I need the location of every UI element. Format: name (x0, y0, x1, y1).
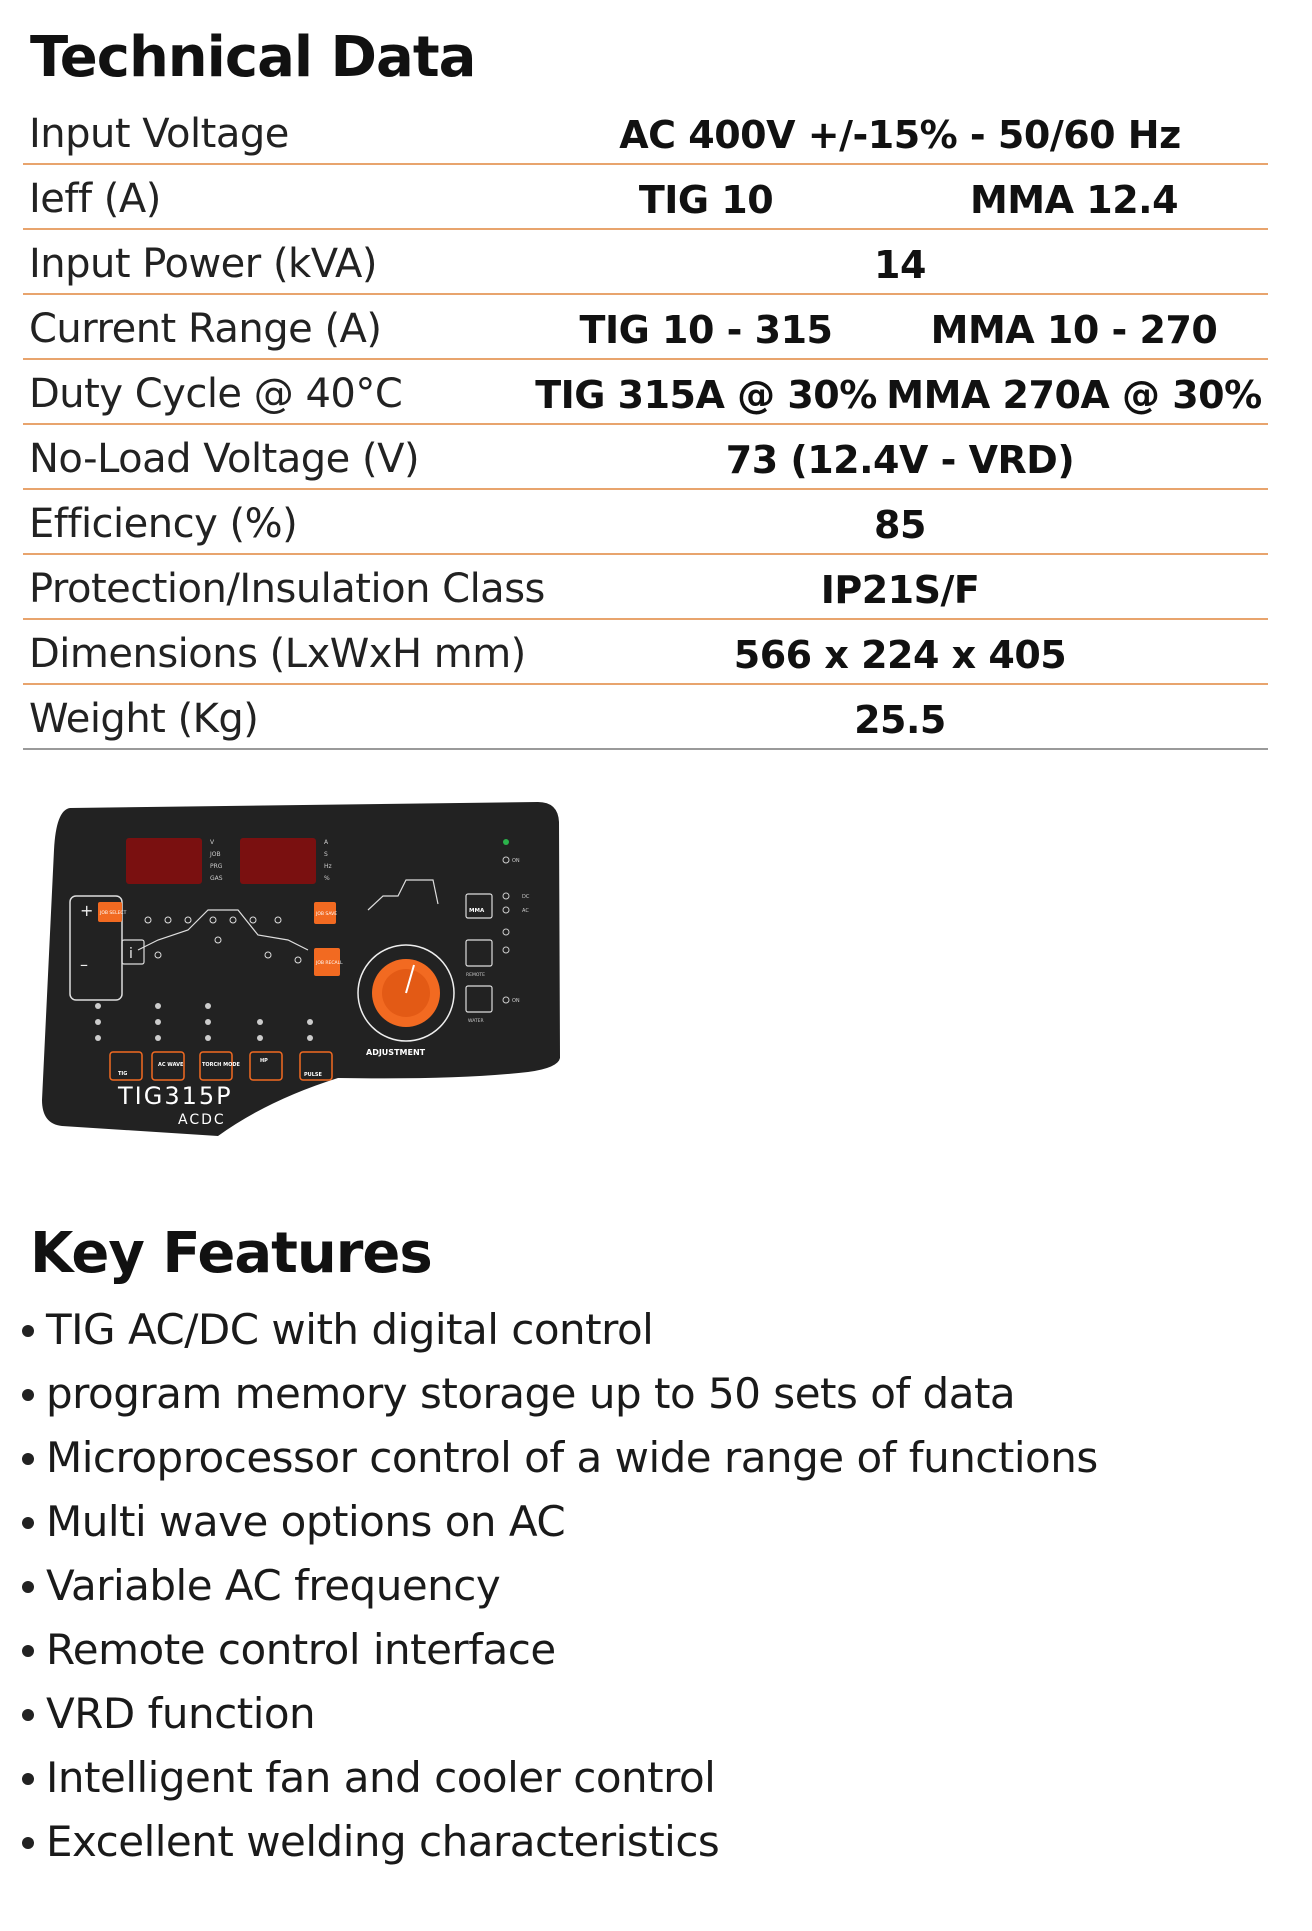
unit-label: JOB (210, 851, 221, 858)
list-item (22, 1753, 1098, 1817)
dc-label: DC (522, 894, 530, 900)
ac-wave-label: AC WAVE (158, 1062, 184, 1068)
spec-value-mma: MMA 12.4 (969, 178, 1179, 222)
spec-label: Efficiency (%) (29, 501, 298, 547)
bullet-icon (22, 1389, 34, 1401)
pulse-label: PULSE (304, 1072, 322, 1078)
spec-label: Input Power (kVA) (29, 241, 377, 287)
spec-value-tig: TIG 10 - 315 (579, 308, 833, 352)
torch-mode-label: TORCH MODE (202, 1062, 240, 1068)
spec-row-protection-class (23, 555, 1268, 620)
left-display (126, 838, 202, 884)
bullet-icon (22, 1837, 34, 1849)
feature-text: Multi wave options on AC (46, 1497, 566, 1546)
bullet-icon (22, 1645, 34, 1657)
model-name: TIG315P (118, 1082, 233, 1110)
list-item (22, 1369, 1098, 1433)
feature-text: Remote control interface (46, 1625, 556, 1674)
feature-text: Intelligent fan and cooler control (46, 1753, 716, 1802)
adjustment-label: ADJUSTMENT (366, 1048, 426, 1057)
bullet-icon (22, 1581, 34, 1593)
technical-data-title: Technical Data (30, 25, 476, 90)
job-recall-label: JOB RECALL (316, 961, 343, 966)
spec-label: Dimensions (LxWxH mm) (29, 631, 526, 677)
spec-value-mma: MMA 10 - 270 (930, 308, 1218, 352)
job-save-label: JOB SAVE (316, 912, 338, 917)
spec-value: AC 400V +/-15% - 50/60 Hz (619, 113, 1181, 157)
spec-label: No-Load Voltage (V) (29, 436, 420, 482)
bullet-icon (22, 1709, 34, 1721)
features-list (22, 1305, 1098, 1881)
list-item (22, 1817, 1098, 1881)
on-label: ON (512, 858, 520, 864)
spec-row-current-range (23, 295, 1268, 360)
spec-row-duty-cycle (23, 360, 1268, 425)
hp-label: HP (260, 1058, 268, 1064)
spec-value: 566 x 224 x 405 (733, 633, 1067, 677)
feature-text: Microprocessor control of a wide range of functions (46, 1433, 1098, 1482)
spec-row-weight (23, 685, 1268, 750)
spec-value: IP21S/F (820, 568, 980, 612)
ac-label: AC (522, 908, 529, 914)
spec-label: Protection/Insulation Class (29, 566, 545, 612)
spec-label: Duty Cycle @ 40°C (29, 371, 403, 417)
job-select-label: JOB SELECT (100, 911, 127, 916)
feature-text: Excellent welding characteristics (46, 1817, 720, 1866)
spec-value: 73 (12.4V - VRD) (725, 438, 1075, 482)
info-icon: i (129, 946, 133, 962)
spec-row-input-power (23, 230, 1268, 295)
bullet-icon (22, 1453, 34, 1465)
list-item (22, 1689, 1098, 1753)
spec-value-tig: TIG 10 (638, 178, 774, 222)
unit-label: PRG (210, 863, 223, 870)
spec-row-input-voltage (23, 100, 1268, 165)
spec-row-no-load-voltage (23, 425, 1268, 490)
unit-label: A (324, 839, 329, 846)
spec-value: 14 (874, 243, 926, 287)
plus-icon: + (80, 901, 94, 920)
feature-text: TIG AC/DC with digital control (46, 1305, 654, 1354)
list-item (22, 1305, 1098, 1369)
unit-label: Hz (324, 863, 332, 870)
unit-label: % (324, 875, 330, 882)
right-display (240, 838, 316, 884)
bullet-icon (22, 1517, 34, 1529)
spec-row-dimensions (23, 620, 1268, 685)
list-item (22, 1497, 1098, 1561)
bullet-icon (22, 1325, 34, 1337)
mma-label: MMA (469, 908, 485, 914)
spec-row-efficiency (23, 490, 1268, 555)
spec-value-mma: MMA 270A @ 30% (886, 373, 1262, 417)
spec-row-ieff (23, 165, 1268, 230)
spec-value: 25.5 (854, 698, 946, 742)
list-item (22, 1625, 1098, 1689)
list-item (22, 1433, 1098, 1497)
spec-label: Input Voltage (29, 111, 289, 157)
water-label: WATER (468, 1019, 484, 1024)
feature-text: program memory storage up to 50 sets of data (46, 1369, 1016, 1418)
unit-label: V (210, 839, 215, 846)
spec-value: 85 (874, 503, 926, 547)
feature-text: VRD function (46, 1689, 316, 1738)
spec-value-tig: TIG 315A @ 30% (535, 373, 877, 417)
vrd-led (503, 839, 509, 845)
list-item (22, 1561, 1098, 1625)
key-features-title: Key Features (30, 1221, 432, 1286)
spec-table (23, 100, 1268, 750)
unit-label: GAS (210, 875, 223, 882)
feature-text: Variable AC frequency (46, 1561, 501, 1610)
unit-label: S (324, 851, 328, 858)
minus-icon: – (80, 955, 88, 974)
spec-label: Weight (Kg) (29, 696, 259, 742)
remote-label: REMOTE (466, 973, 485, 978)
spec-label: Current Range (A) (29, 306, 382, 352)
model-variant: ACDC (178, 1112, 226, 1128)
control-panel-image (38, 800, 562, 1152)
on-label: ON (512, 998, 520, 1004)
spec-label: Ieff (A) (29, 176, 161, 222)
bullet-icon (22, 1773, 34, 1785)
tig-label: TIG (118, 1071, 128, 1077)
